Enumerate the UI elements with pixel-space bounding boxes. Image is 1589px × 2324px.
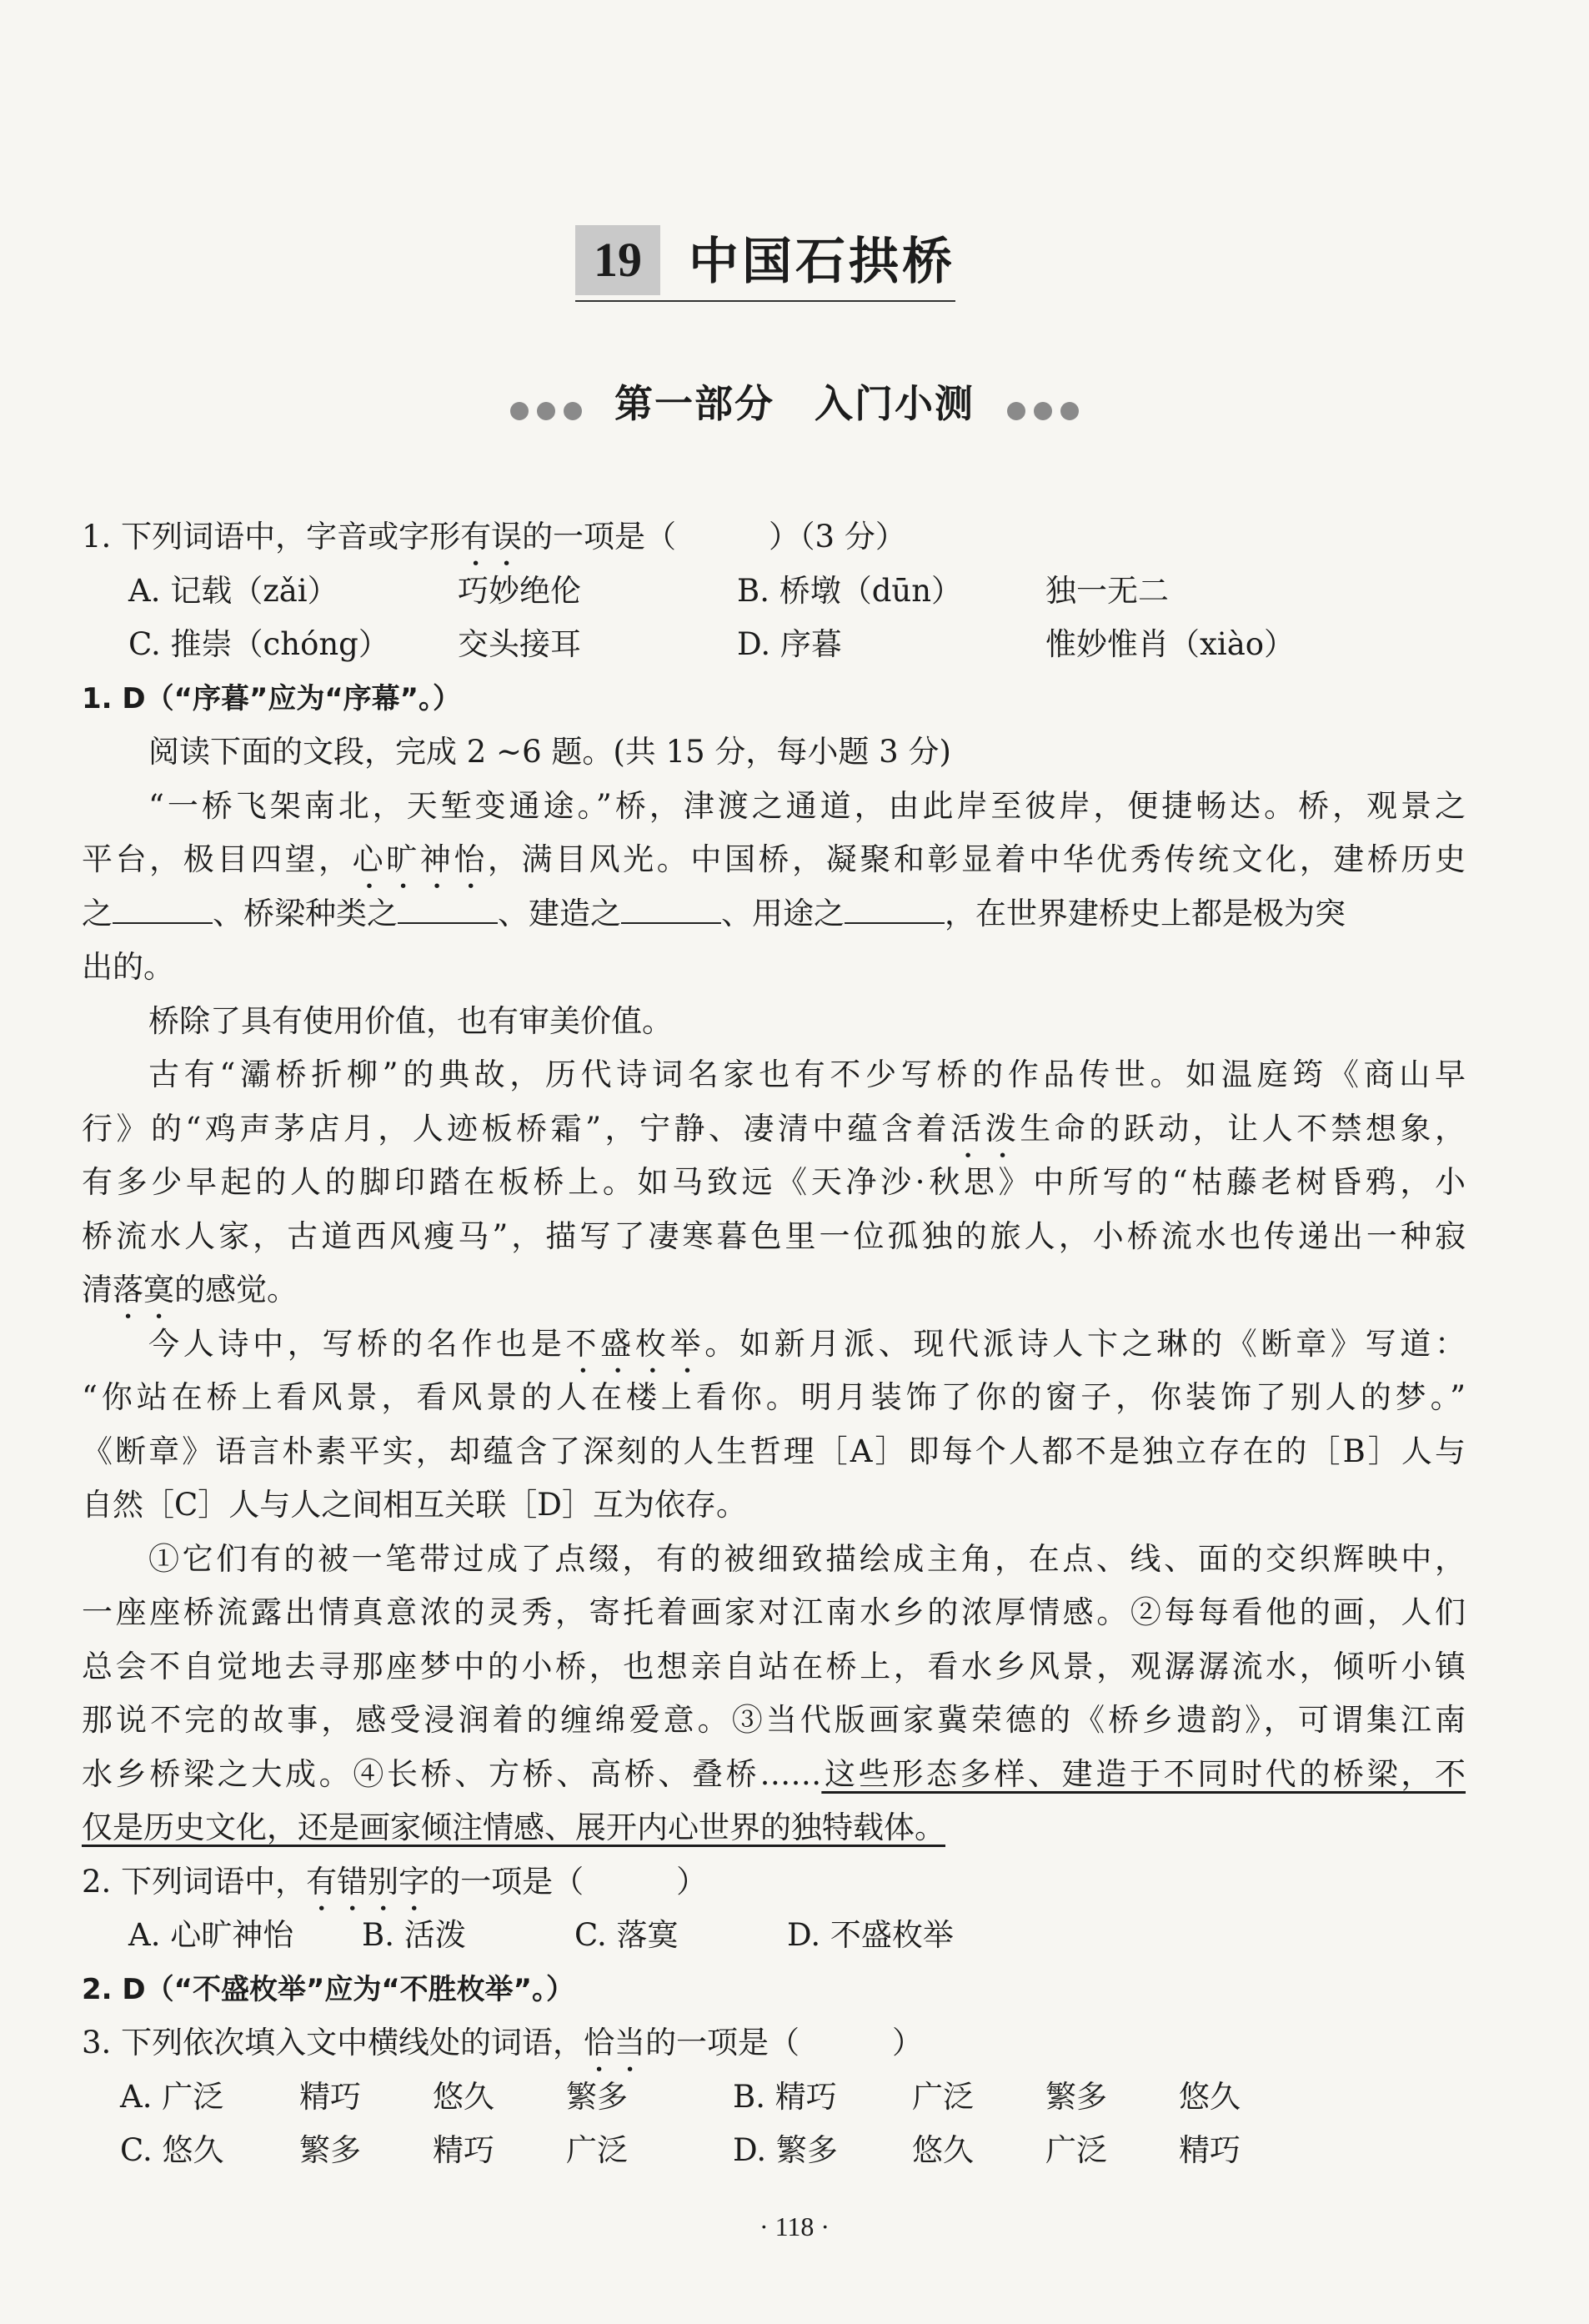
lesson-number: 19: [575, 225, 660, 295]
reading-intro: 阅读下面的文段，完成 2 ~6 题。(共 15 分，每小题 3 分): [148, 734, 951, 770]
content-body: [82, 510, 1466, 2178]
bullet-dots-icon: [1003, 384, 1083, 429]
q2-stem: 2. 下列词语中，有错别字的一项是（ ）: [82, 1863, 708, 1900]
passage-line: 那说不完的故事，感受浸润着的缠绵爱意。③当代版画家冀荣德的《桥乡遗韵》，可谓集江南: [82, 1702, 1466, 1738]
passage-line: 一座座桥流露出情真意浓的灵秀，寄托着画家对江南水乡的浓厚情感。②每每看他的画，人们: [82, 1594, 1466, 1630]
passage-line: 总会不自觉地去寻那座梦中的小桥，也想亲自站在桥上，看水乡风景，观潺潺流水，倾听小镇: [82, 1648, 1466, 1684]
q3-options-row: [82, 2071, 1466, 2125]
q2-option: C. 落寞: [574, 1917, 679, 1953]
q3-option: C. 悠久: [120, 2132, 224, 2168]
passage-line: 平台，极目四望，心旷神怡，满目风光。中国桥，凝聚和彰显着中华优秀传统文化，建桥历史: [82, 841, 1466, 877]
q3-option: 悠久: [1179, 2078, 1241, 2115]
q1-answer: 1. D（“序暮”应为“序幕”。）: [82, 681, 462, 715]
q2-options-row: [82, 1909, 1466, 1963]
q1-option: D. 序暮: [737, 626, 842, 662]
lesson-title-block: [575, 225, 955, 302]
q3-option: A. 广泛: [120, 2078, 224, 2115]
q3-stem: 3. 下列依次填入文中横线处的词语，恰当的一项是（ ）: [82, 2025, 924, 2060]
q3-option: 广泛: [912, 2078, 974, 2115]
passage-line: 出的。: [82, 949, 174, 985]
q1-option: 独一无二: [1045, 572, 1169, 609]
q1-option: 巧妙绝伦: [458, 572, 581, 609]
q2-option: B. 活泼: [362, 1917, 466, 1953]
q3-option: 繁多: [566, 2078, 628, 2115]
q2-answer: 2. D（“不盛枚举”应为“不胜枚举”。）: [82, 1972, 575, 2006]
passage-line: 自然［C］人与人之间相互关联［D］互为依存。: [82, 1487, 747, 1523]
part-heading: [0, 374, 1589, 429]
q3-option: 悠久: [912, 2132, 974, 2168]
underlined-sentence: 仅是历史文化，还是画家倾注情感、展开内心世界的独特载体。: [82, 1810, 945, 1845]
passage-line: 今人诗中，写桥的名作也是不盛枚举。如新月派、现代派诗人卞之琳的《断章》写道：: [148, 1325, 1466, 1362]
q1-options-row: [82, 618, 1466, 672]
q1-option: 惟妙惟肖（xiào）: [1045, 626, 1296, 662]
q3-option: D. 繁多: [733, 2132, 838, 2168]
q1-option: B. 桥墩（dūn）: [737, 572, 963, 609]
part-heading-text: 第一部分 入门小测: [614, 381, 975, 426]
passage-line: “你站在桥上看风景，看风景的人在楼上看你。明月装饰了你的窗子，你装饰了别人的梦。”: [82, 1379, 1466, 1415]
q3-option: 繁多: [1045, 2078, 1107, 2115]
q1-option: A. 记载（zǎi）: [128, 572, 338, 609]
q2-option: D. 不盛枚举: [787, 1917, 954, 1953]
passage-line: 《断章》语言朴素平实，却蕴含了深刻的人生哲理［A］即每个人都不是独立存在的［B］人与: [82, 1433, 1466, 1469]
q3-option: 广泛: [566, 2132, 628, 2168]
passage-line: 水乡桥梁之大成。④长桥、方桥、高桥、叠桥……这些形态多样、建造于不同时代的桥梁，不: [82, 1755, 1466, 1792]
q3-option: 繁多: [299, 2132, 361, 2168]
q1-stem: 1. 下列词语中，字音或字形有误的一项是（ ）（3 分）: [82, 519, 906, 555]
passage-line: ①它们有的被一笔带过成了点缀，有的被细致描绘成主角，在点、线、面的交织辉映中，: [148, 1540, 1466, 1577]
q1-options-row: [82, 565, 1466, 619]
fill-blank: [621, 889, 721, 924]
q3-option: 精巧: [299, 2078, 361, 2115]
underlined-sentence: 这些形态多样、建造于不同时代的桥梁，不: [821, 1755, 1466, 1792]
passage-line: [82, 1801, 1466, 1855]
passage-line: 古有“灞桥折柳”的典故，历代诗词名家也有不少写桥的作品传世。如温庭筠《商山早: [148, 1057, 1466, 1092]
passage-line: 桥除了具有使用价值，也有审美价值。: [148, 1002, 673, 1039]
passage-line: 有多少早起的人的脚印踏在板桥上。如马致远《天净沙·秋思》中所写的“枯藤老树昏鸦，小: [82, 1164, 1466, 1200]
passage-line-blanks: 之 、桥梁种类之 、建造之 、用途之 ，在世界建桥史上都是极为突: [82, 887, 1466, 941]
q3-option: 广泛: [1045, 2132, 1107, 2168]
q3-option: 精巧: [433, 2132, 494, 2168]
lesson-title: 中国石拱桥: [689, 233, 955, 291]
q2-option: A. 心旷神怡: [128, 1917, 294, 1953]
passage-line: 行》的“鸡声茅店月，人迹板桥霜”，宁静、凄清中蕴含着活泼生命的跃动，让人不禁想象，: [82, 1110, 1466, 1147]
fill-blank: [398, 889, 498, 924]
fill-blank: [113, 889, 213, 924]
passage-line: 桥流水人家，古道西风瘦马”，描写了凄寒暮色里一位孤独的旅人，小桥流水也传递出一种寂: [82, 1217, 1466, 1254]
q3-option: 悠久: [433, 2078, 494, 2115]
fill-blank: [845, 889, 945, 924]
q1-option: 交头接耳: [458, 626, 581, 662]
q3-option: 精巧: [1179, 2132, 1241, 2168]
passage-line: 清落寞的感觉。: [82, 1272, 298, 1308]
page-number: · 118 ·: [759, 2211, 830, 2241]
passage-line: “一桥飞架南北，天堑变通途。”桥，津渡之通道，由此岸至彼岸，便捷畅达。桥，观景之: [148, 787, 1466, 824]
q3-options-row: [82, 2124, 1466, 2178]
bullet-dots-icon: [506, 384, 586, 429]
q3-option: B. 精巧: [733, 2078, 837, 2115]
q1-option: C. 推崇（chóng）: [128, 626, 389, 662]
